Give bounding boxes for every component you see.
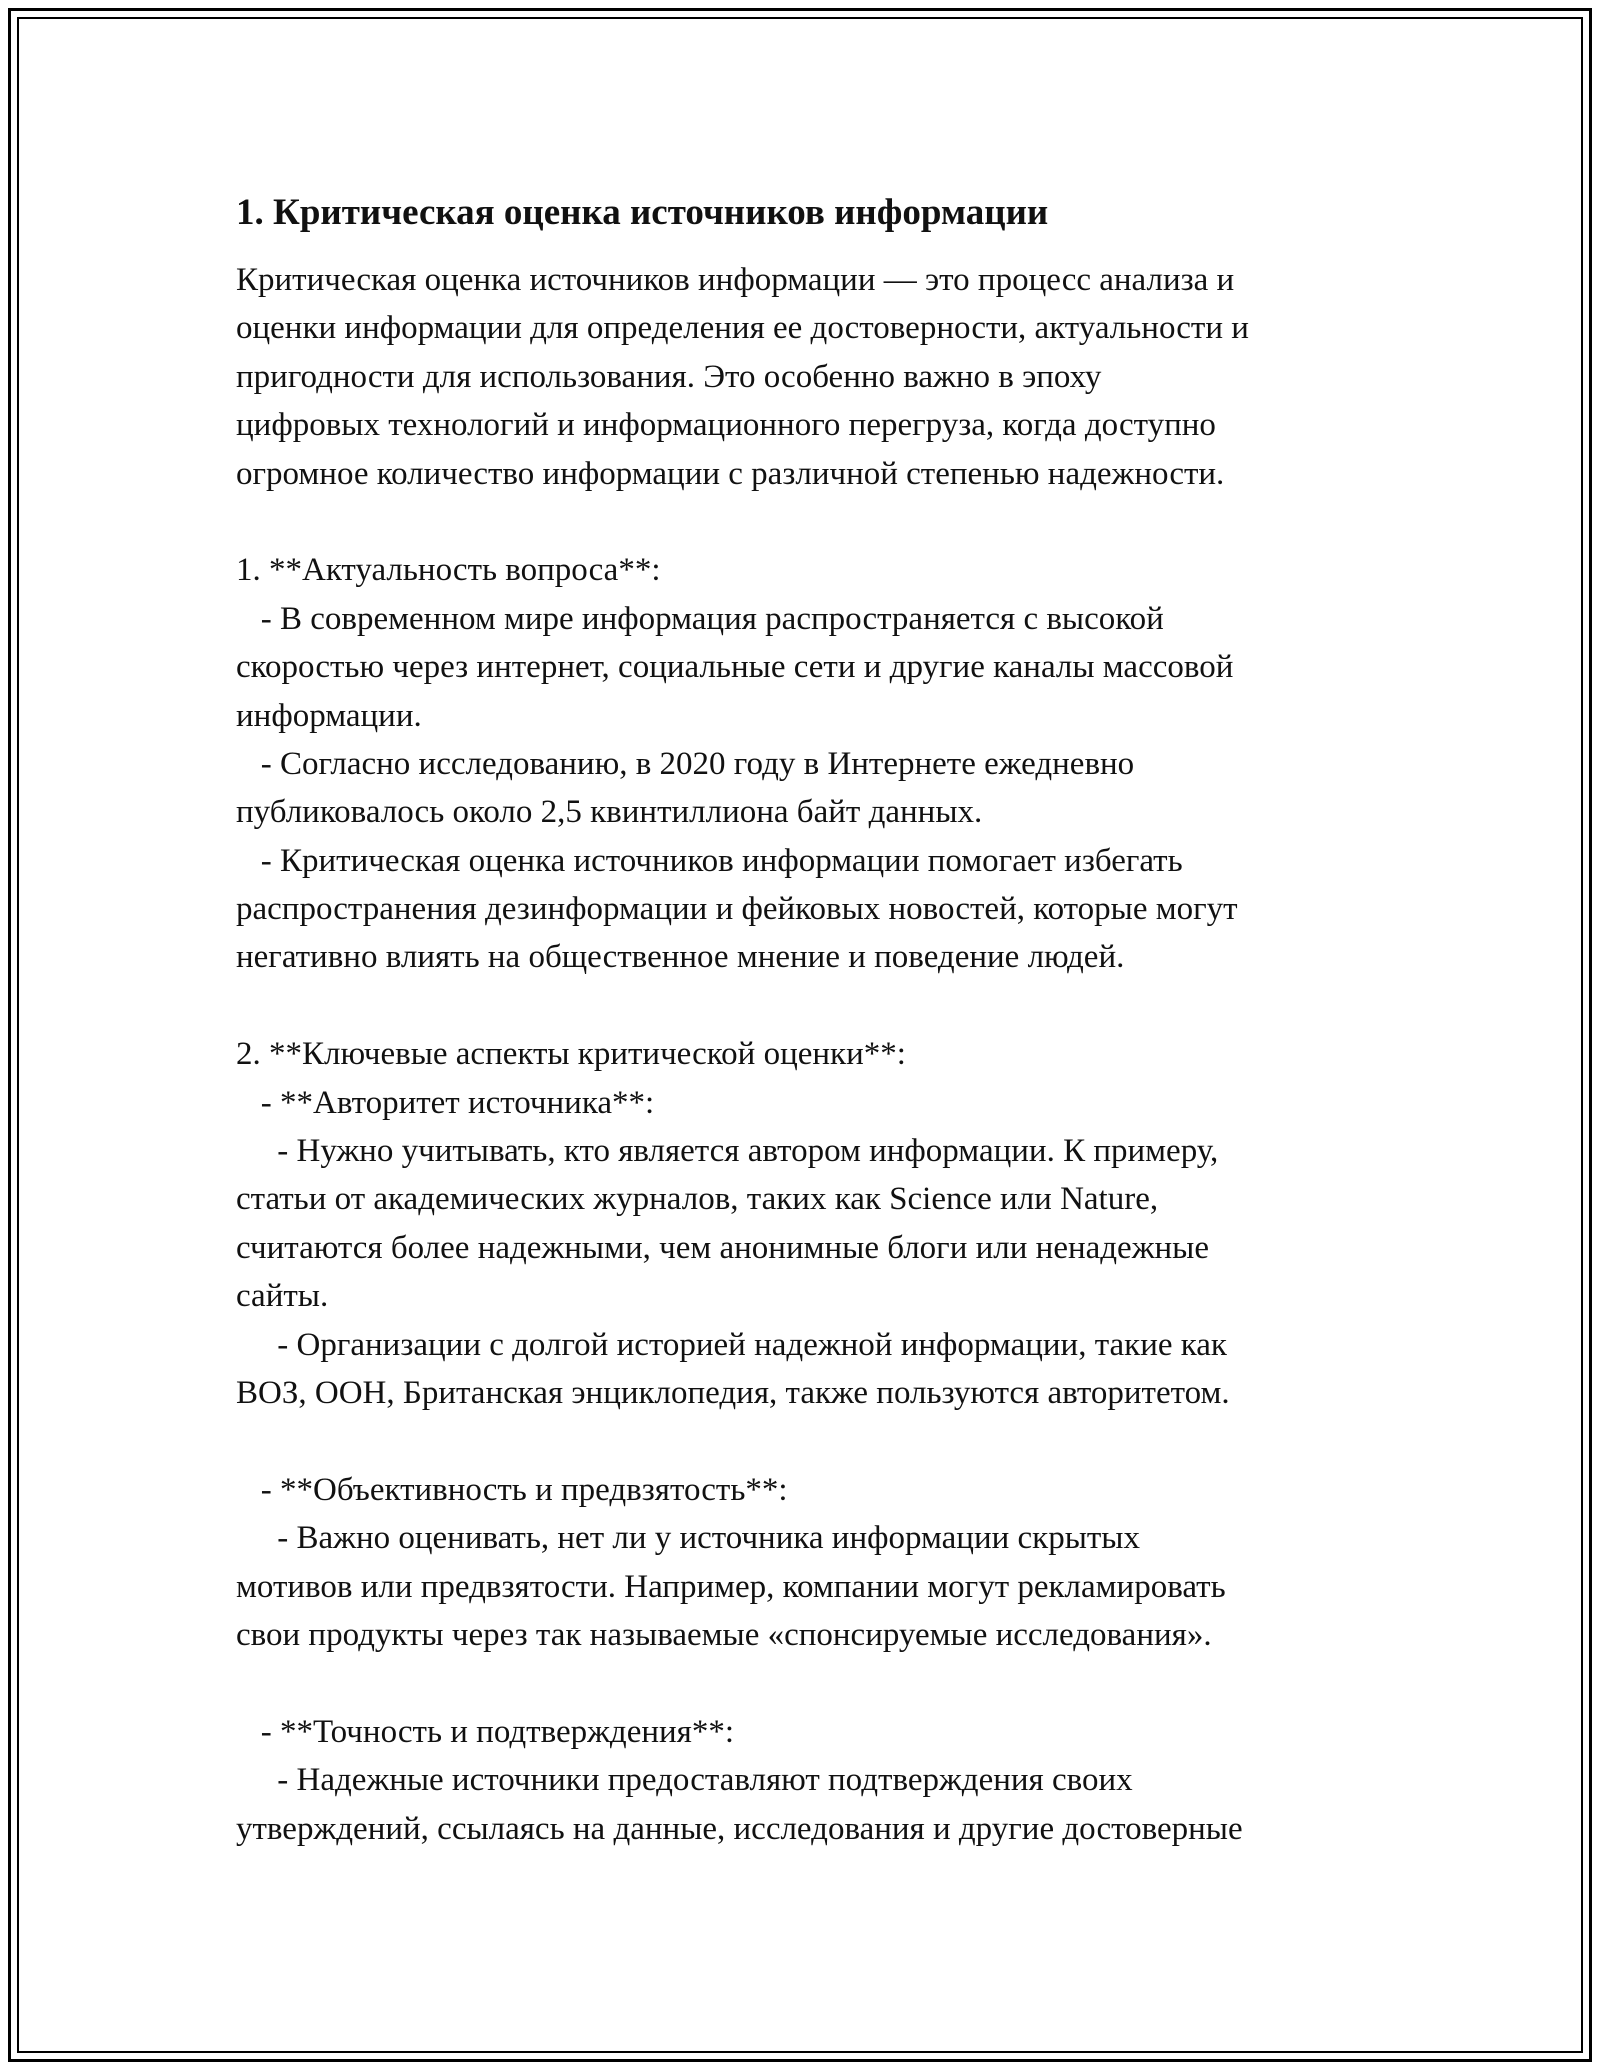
text-line: - Критическая оценка источников информации помогает избегать bbox=[236, 842, 1183, 879]
text-line: статьи от академических журналов, таких как Science или Nature, bbox=[236, 1181, 1159, 1218]
text-line: скоростью через интернет, социальные сети и другие каналы массовой bbox=[236, 649, 1234, 686]
text-line: оценки информации для определения ее достоверности, актуальности и bbox=[236, 310, 1249, 347]
text-line: - В современном мире информация распространяется с высокой bbox=[236, 600, 1164, 637]
text-line: - Надежные источники предоставляют подтверждения своих bbox=[236, 1762, 1133, 1799]
text-line: - Согласно исследованию, в 2020 году в Интернете ежедневно bbox=[236, 745, 1135, 782]
text-line: публиковалось около 2,5 квинтиллиона байт данных. bbox=[236, 794, 983, 831]
section-heading: 1. Критическая оценка источников информации bbox=[236, 192, 1049, 233]
text-line: распространения дезинформации и фейковых новостей, которые могут bbox=[236, 891, 1238, 928]
document-body bbox=[236, 188, 1376, 1853]
text-line: считаются более надежными, чем анонимные блоги или ненадежные bbox=[236, 1229, 1209, 1266]
text-line: огромное количество информации с различной степенью надежности. bbox=[236, 455, 1225, 492]
text-line: информации. bbox=[236, 697, 422, 734]
text-line: 1. **Актуальность вопроса**: bbox=[236, 552, 661, 589]
text-line: - **Объективность и предвзятость**: bbox=[236, 1471, 788, 1508]
text-line: утверждений, ссылаясь на данные, исследования и другие достоверные bbox=[236, 1810, 1243, 1847]
text-line: свои продукты через так называемые «спонсируемые исследования». bbox=[236, 1616, 1212, 1653]
text-line: - **Авторитет источника**: bbox=[236, 1084, 655, 1121]
text-line: пригодности для использования. Это особенно важно в эпоху bbox=[236, 358, 1102, 395]
text-line: цифровых технологий и информационного перегруза, когда доступно bbox=[236, 407, 1216, 444]
text-line: негативно влиять на общественное мнение и поведение людей. bbox=[236, 939, 1125, 976]
text-line bbox=[236, 498, 1376, 546]
text-line: - Организации с долгой историей надежной информации, такие как bbox=[236, 1326, 1227, 1363]
text-line: Критическая оценка источников информации — это процесс анализа и bbox=[236, 262, 1235, 298]
text-line: - Важно оценивать, нет ли у источника информации скрытых bbox=[236, 1520, 1140, 1557]
text-line: 2. **Ключевые аспекты критической оценки**: bbox=[236, 1036, 906, 1073]
text-line: - Нужно учитывать, кто является автором информации. К примеру, bbox=[236, 1133, 1219, 1170]
text-line: ВОЗ, ООН, Британская энциклопедия, также пользуются авторитетом. bbox=[236, 1374, 1230, 1411]
text-line: мотивов или предвзятости. Например, компании могут рекламировать bbox=[236, 1568, 1226, 1605]
document-text bbox=[236, 256, 1376, 1853]
text-line: - **Точность и подтверждения**: bbox=[236, 1713, 735, 1750]
text-line bbox=[236, 1659, 1376, 1707]
text-line: сайты. bbox=[236, 1278, 329, 1315]
text-line bbox=[236, 982, 1376, 1030]
text-line bbox=[236, 1417, 1376, 1465]
